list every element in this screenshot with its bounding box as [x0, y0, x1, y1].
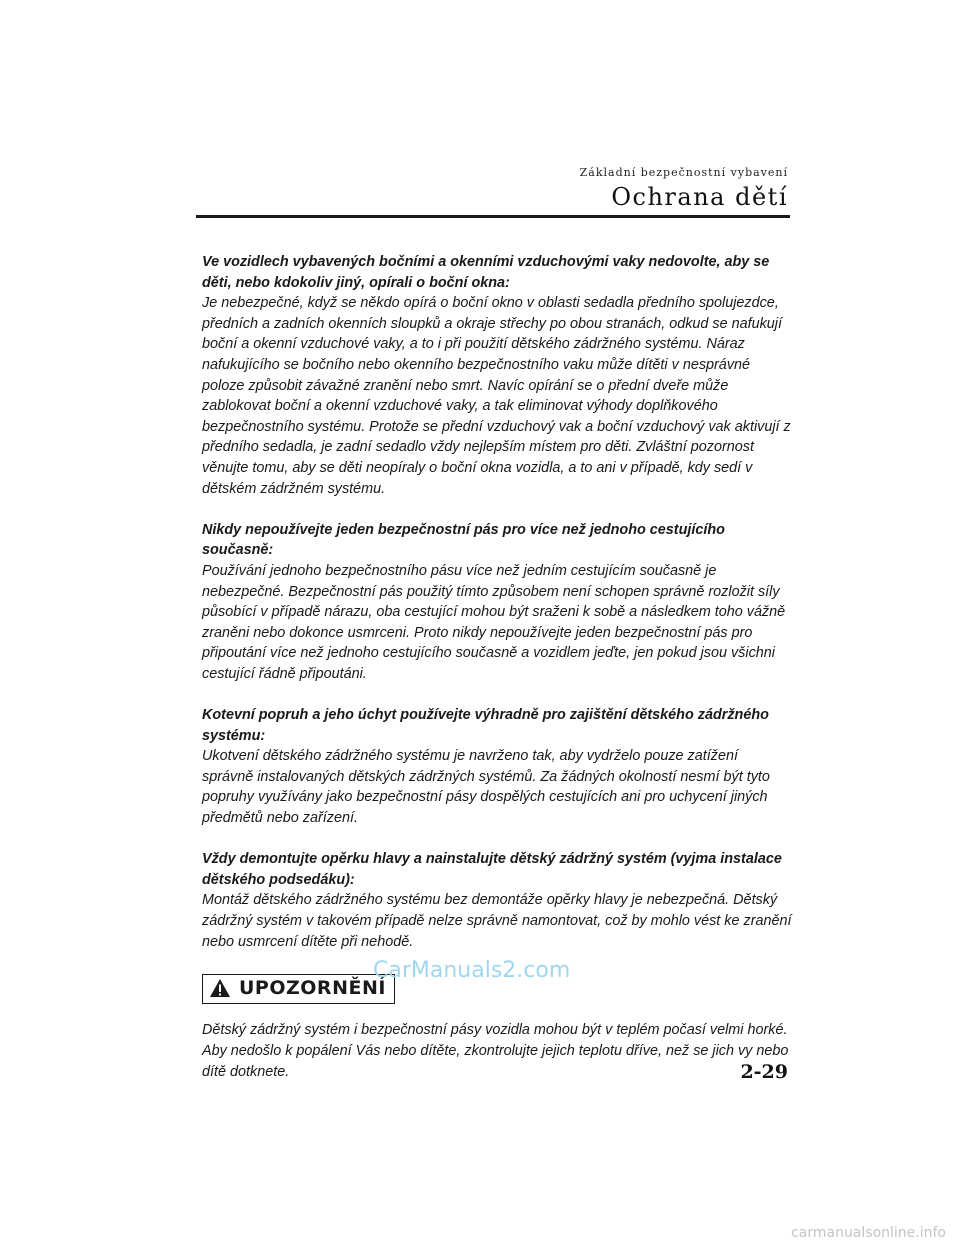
warning-block	[202, 849, 792, 952]
warning-triangle-icon	[209, 978, 231, 998]
caution-body: Dětský zádržný systém i bezpečnostní pásy vozidla mohou být v teplém počasí velmi horké. Aby nedošlo k popálení Vás nebo dítěte, zkontrolujte jejich teplotu dříve, než se jich vy nebo dítě dotknete.	[202, 1022, 789, 1080]
caution-label: UPOZORNĚNÍ	[239, 976, 386, 999]
page-number: 2-29	[740, 1061, 788, 1083]
warning-heading: Nikdy nepoužívejte jeden bezpečnostní pás pro více než jednoho cestujícího současně:	[202, 521, 725, 559]
warning-block	[202, 520, 792, 685]
warning-heading: Kotevní popruh a jeho úchyt používejte výhradně pro zajištění dětského zádržného systému:	[202, 707, 769, 744]
warning-body: Používání jednoho bezpečnostního pásu více než jedním cestujícím současně je nebezpečné. Bezpečnostní pás použitý tímto způsobem není schopen správně rozložit síly působící v případě nárazu, oba cestující mohou být sraženi k sobě a následkem toho vážně zraněni nebo dokonce usmrceni. Proto nikdy nepoužívejte jeden bezpečnostní pás pro připoutání více než jednoho cestujícího současně a vozidlem jeďte, jen pokud jsou všichni cestující řádně připoutáni.	[202, 562, 786, 682]
warning-heading: Vždy demontujte opěrku hlavy a nainstalujte dětský zádržný systém (vyjma instalace dětského podsedáku):	[202, 851, 782, 888]
caution-label-box	[202, 974, 395, 1005]
warning-body: Je nebezpečné, když se někdo opírá o boční okno v oblasti sedadla předního spolujezdce, předních a zadních okenních sloupků a okraje střechy po obou stranách, odkud se nafukují boční a okenní vzduchové vaky, a to i při použití dětského zádržného systému. Náraz nafukujícího se bočního nebo okenního bezpečnostního vaku může dítěti v nesprávné poloze způsobit závažné zranění nebo smrt. Navíc opírání se o přední dveře může zablokovat boční a okenní vzduchové vaky, a tak eliminovat výhody doplňkového bezpečnostního systému. Protože se přední vzduchový vak a boční vzduchový vak aktivují z předního sedadla, je zadní sedadlo vždy nejlepším místem pro děti. Zvláštní pozornost věnujte tomu, aby se děti neopíraly o boční okna vozidla, a to ani v případě, kdy sedí v dětském zádržném systému.	[202, 295, 791, 497]
section-subtitle: Základní bezpečnostní vybavení	[579, 166, 788, 179]
footer-watermark: carmanualsonline.info	[791, 1225, 946, 1241]
warning-heading: Ve vozidlech vybavených bočními a okenními vzduchovými vaky nedovolte, aby se děti, nebo kdokoliv jiný, opírali o boční okna:	[202, 254, 770, 291]
warning-body: Montáž dětského zádržného systému bez demontáže opěrky hlavy je nebezpečná. Dětský zádržný systém v takovém případě nelze správně namontovat, což by mohlo vést ke zranění nebo usmrcení dítěte při nehodě.	[202, 892, 792, 950]
header-divider	[196, 215, 790, 218]
page-title: Ochrana dětí	[611, 183, 788, 211]
warning-block	[202, 252, 792, 499]
warning-body: Ukotvení dětského zádržného systému je navrženo tak, aby vydrželo pouze zatížení správně instalovaných dětských zádržných systémů. Za žádných okolností nesmí být tyto popruhy využívány jako bezpečnostní pásy dospělých cestujících ani pro uchycení jiných předmětů nebo zařízení.	[202, 748, 770, 827]
watermark-text: CarManuals2.com	[373, 958, 571, 983]
warning-block	[202, 705, 792, 829]
